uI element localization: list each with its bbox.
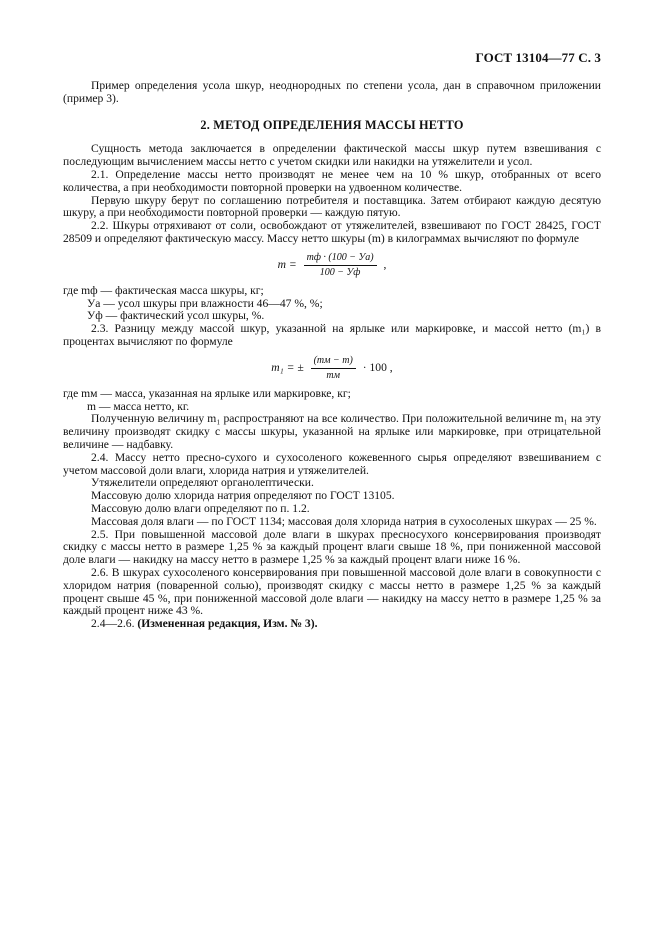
definition-salt-moisture: Уа — усол шкуры при влажности 46—47 %, %; (87, 296, 323, 310)
formula1-lhs: m = (277, 257, 297, 271)
definition-actual-mass: где mф — фактическая масса шкуры, кг; (63, 283, 264, 297)
formula1-denominator: 100 − Уф (319, 266, 361, 278)
paragraph-2-3: 2.3. Разницу между массой шкур, указанной на ярлыке или маркировке, и массой нетто (m₁) в процентах вычисляют по формуле (63, 322, 601, 348)
formula1-numerator: mф · (100 − Уа) (304, 252, 377, 266)
formula2-tail: · 100 , (362, 360, 393, 374)
edit-note-ref: 2.4—2.6. (91, 617, 135, 631)
difference-formula (63, 355, 601, 382)
intro-paragraph: Пример определения усола шкур, неоднородных по степени усола, дан в справочном приложении (пример 3). (63, 79, 601, 105)
formula2-fraction (311, 355, 356, 382)
page-header: ГОСТ 13104—77 С. 3 (475, 50, 601, 65)
formula1-fraction (304, 252, 377, 279)
formula2-lhs: m₁ = ± (271, 360, 304, 374)
formula1-tail: , (383, 257, 387, 271)
formula2-denominator: mм (326, 369, 341, 381)
paragraph-2-6: 2.6. В шкурах сухосоленого консервирования при повышенной массовой доле влаги в совокупности с хлоридом натрия (поваренной солью), производят скидку с массы нетто в размере 1,25 % за каждый процент свыше 45 %, при пониженной массовой доле влаги — накидку на массу нетто в размере 1,25 % за каждый процент ниже 43 %. (63, 565, 601, 618)
spread-paragraph: Полученную величину m₁ распространяют на все количество. При положительной величине m₁ на эту величину производят скидку с массы шкуры, указанной на ярлыке или маркировке, при отрицательной величине — надбавку. (63, 412, 601, 451)
section-title: 2. МЕТОД ОПРЕДЕЛЕНИЯ МАССЫ НЕТТО (200, 117, 464, 132)
paragraph-2-5: 2.5. При повышенной массовой доле влаги в шкурах пресносухого консервирования производят скидку с массы нетто в размере 1,25 % за каждый процент влаги свыше 18 %, при пониженной массовой доле влаги — накидку на массу нетто в размере 1,25 % за каждый процент влаги ниже 16 %. (63, 527, 601, 567)
definition-label-mass: где mм — масса, указанная на ярлыке или маркировке, кг; (63, 386, 351, 400)
document-body (63, 80, 601, 631)
nacl-paragraph: Массовую долю хлорида натрия определяют по ГОСТ 13105. (91, 489, 395, 503)
moisture-gost-paragraph: Массовая доля влаги — по ГОСТ 1134; массовая доля хлорида натрия в сухосоленых шкурах — 25 %. (91, 514, 597, 528)
definition-actual-salt: Уф — фактический усол шкуры, %. (87, 309, 265, 323)
edit-note-text: (Измененная редакция, Изм. № 3). (137, 617, 318, 631)
moisture-paragraph: Массовую долю влаги определяют по п. 1.2. (91, 501, 310, 515)
paragraph-2-1: 2.1. Определение массы нетто производят не менее чем на 10 % шкур, отобранных от всего количества, а при необходимости повторной проверки на удвоенном количестве. (63, 167, 601, 194)
paragraph-2-4: 2.4. Массу нетто пресно-сухого и сухосоленого кожевенного сырья определяют взвешиванием с учетом массовой доли влаги, хлорида натрия и утяжелителей. (63, 450, 601, 477)
net-mass-formula (63, 252, 601, 279)
formula2-numerator: (mм − m) (311, 355, 356, 369)
definition-net-mass: m — масса нетто, кг. (87, 399, 190, 413)
weights-paragraph: Утяжелители определяют органолептически. (91, 476, 314, 490)
essence-paragraph: Сущность метода заключается в определении фактической массы шкур путем взвешивания с последующим вычислением массы нетто с учетом скидки или накидки на утяжелители и усол. (63, 142, 601, 169)
paragraph-2-2: 2.2. Шкуры отряхивают от соли, освобождают от утяжелителей, взвешивают по ГОСТ 28425, ГОСТ 28509 и определяют фактическую массу. Массу нетто шкуры (m) в килограммах вычисляют по формуле (63, 219, 601, 245)
edit-note-paragraph (63, 618, 601, 631)
document-page (63, 0, 601, 936)
first-skin-paragraph: Первую шкуру берут по соглашению потребителя и поставщика. Затем отбирают каждую десятую шкуру, а при необходимости повторной проверки — каждую пятую. (63, 193, 601, 220)
